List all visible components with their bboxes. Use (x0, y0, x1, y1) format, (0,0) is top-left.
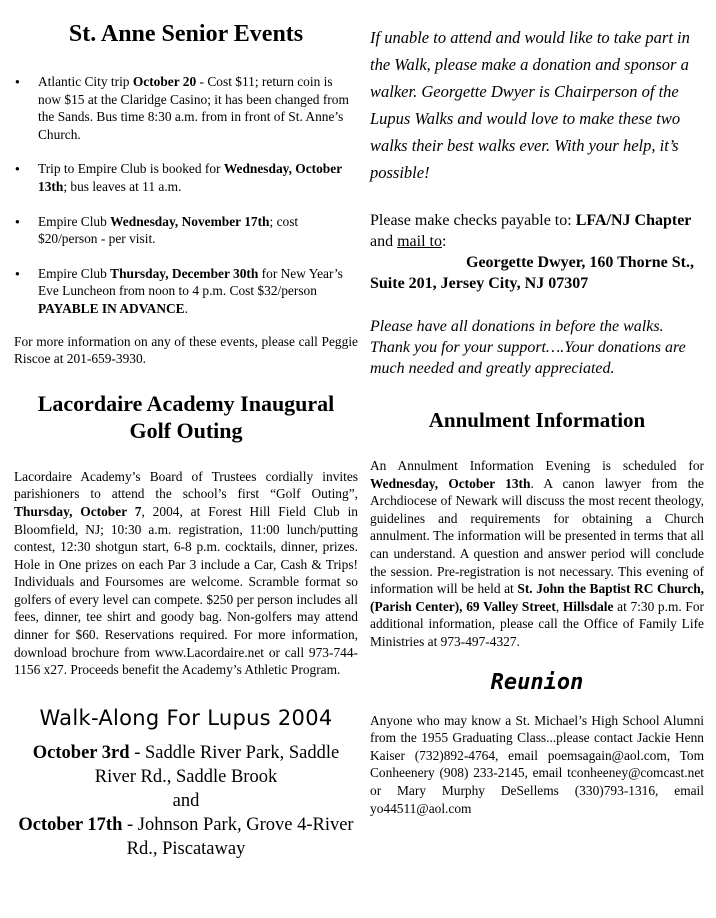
donation-thanks: Please have all donations in before the walks. Thank you for your support….Your donations are much needed and greatly appreciated. (370, 318, 686, 377)
senior-events-contact: For more information on any of these events, please call Peggie Riscoe at 201-659-3930. (14, 333, 358, 367)
walk-title: Walk-Along For Lupus 2004 (39, 705, 333, 730)
bullet-icon: ● (15, 268, 20, 278)
list-item: ● Empire Club Thursday, December 30th for New Year’s Eve Luncheon from noon to 4 p.m. Cost $32/person PAYABLE IN ADVANCE. (15, 265, 343, 316)
bullet-icon: ● (15, 216, 20, 226)
senior-events-list (14, 73, 358, 318)
left-column (14, 0, 358, 861)
walk-date-2: October 17th - Johnson Park, Grove 4-River Rd., Piscataway (18, 814, 354, 859)
annulment-title: Annulment Information (428, 408, 646, 432)
bullet-icon: ● (15, 77, 20, 86)
bullet-icon: ● (15, 164, 20, 174)
walk-and: and (172, 790, 200, 811)
annulment-paragraph: An Annulment Information Evening is scheduled for Wednesday, October 13th. A canon lawyer from the Archdiocese of Newark will discuss the most recent theology, guidelines and requirements for obtaining a Church annulment. The information will be presented in terms that all can understand. A question and answer period will conclude the session. Pre-registration is not necessary. This evening of information will be held at St. John the Baptist RC Church, (Parish Center), 69 Valley Street, Hillsdale at 7:30 p.m. For additional information, please call the Office of Family Life Ministries at 973-497-4327. (370, 458, 704, 649)
golf-title-line1: Lacordaire Academy Inaugural (37, 390, 335, 416)
list-item: ● Empire Club Wednesday, November 17th; cost $20/person - per visit. (15, 213, 299, 247)
mailing-address: Georgette Dwyer, 160 Thorne St., Suite 201, Jersey City, NJ 07307 (370, 254, 694, 292)
checks-payable: Please make checks payable to: LFA/NJ Chapter and mail to: (370, 212, 692, 250)
donation-appeal: If unable to attend and would like to take part in the Walk, please make a donation and sponsor a walker. Georgette Dwyer is Chairperson of the Lupus Walks and would love to make these two walks their best walks ever. With your help, it’s possible! (370, 28, 690, 182)
list-item: ● Trip to Empire Club is booked for Wednesday, October 13th; bus leaves at 11 a.m. (15, 161, 342, 194)
reunion-paragraph: Anyone who may know a St. Michael’s High School Alumni from the 1955 Graduating Class...please contact Jackie Henn Kaiser (732)892-4764, email poemsagain@aol.com, Tom Conheenery (908) 233-2145, email tconheeney@comcast.net or Mary Murphy DeSellems (330)793-1316, email yo44511@aol.com (370, 712, 704, 816)
golf-title-line2: Golf Outing (129, 417, 243, 443)
senior-events-title: St. Anne Senior Events (68, 21, 304, 47)
reunion-title: Reunion (490, 669, 584, 695)
list-item: ● Atlantic City trip October 20 - Cost $11; return coin is now $15 at the Claridge Casino; it has been changed from the Sands. Bus time 8:30 a.m. from in front of St. Anne’s Church. (15, 74, 349, 142)
right-column (370, 0, 704, 817)
walk-date-1: October 3rd - Saddle River Park, Saddle River Rd., Saddle Brook (32, 742, 340, 787)
golf-paragraph: Lacordaire Academy’s Board of Trustees cordially invites parishioners to attend the school’s first “Golf Outing”, Thursday, October 7, 2004, at Forest Hill Field Club in Bloomfield, NJ; 10:30 a.m. registration, 11:00 lunch/putting contest, 12:30 shotgun start, 6-8 p.m. cocktails, dinner, prizes. Hole in One prizes on each Par 3 include a Car, Cash & Trips! Individuals and Foursomes are welcome. Scramble format so golfers of every level can compete. $250 per person includes all fees, dinner, tee shirt and goody bag. Non-golfers may attend dinner for $60. Reservations required. For more information, download brochure from www.Lacordaire.net or call 973-744-1156 x27. Proceeds benefit the Academy’s Athletic Program. (14, 468, 358, 678)
